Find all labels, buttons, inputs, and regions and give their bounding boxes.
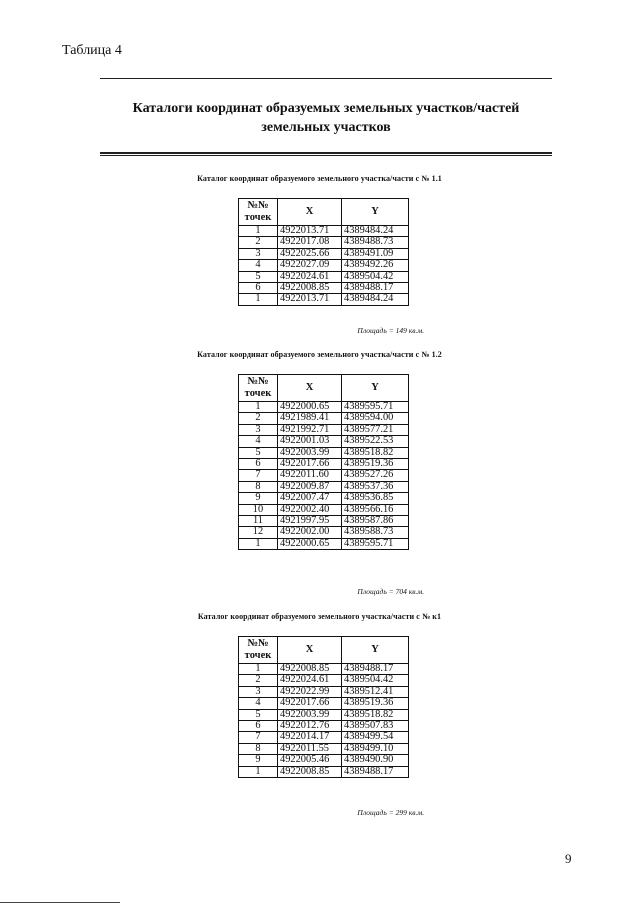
table-row: [239, 226, 409, 237]
y-coordinate: 4389484.24: [342, 226, 409, 237]
x-coordinate: 4922017.08: [278, 237, 342, 248]
table-row: [239, 237, 409, 248]
y-coordinate: 4389518.82: [342, 709, 409, 720]
y-coordinate: 4389512.41: [342, 686, 409, 697]
x-coordinate: 4922003.99: [278, 709, 342, 720]
y-coordinate: 4389492.26: [342, 260, 409, 271]
point-number: 6: [239, 459, 278, 470]
table-row: [239, 271, 409, 282]
catalog-3-table: [238, 636, 409, 778]
point-number: 12: [239, 527, 278, 538]
y-coordinate: 4389488.73: [342, 237, 409, 248]
y-coordinate: 4389490.90: [342, 755, 409, 766]
x-coordinate: 4922000.65: [278, 538, 342, 549]
point-number: 1: [239, 538, 278, 549]
table-row: [239, 493, 409, 504]
point-number: 6: [239, 283, 278, 294]
x-coordinate: 4922025.66: [278, 248, 342, 259]
table-row: [239, 732, 409, 743]
x-coordinate: 4922011.55: [278, 743, 342, 754]
catalog-1-title: Каталог координат образуемого земельного участка/части с № 1.1: [197, 174, 442, 183]
x-coordinate: 4922002.40: [278, 504, 342, 515]
x-coordinate: 4922012.76: [278, 721, 342, 732]
x-coordinate: 4922017.66: [278, 459, 342, 470]
table-row: [239, 686, 409, 697]
table-row: [239, 755, 409, 766]
y-coordinate: 4389488.17: [342, 664, 409, 675]
column-header-x: X: [278, 637, 342, 664]
column-header-x: X: [278, 375, 342, 402]
y-coordinate: 4389504.42: [342, 271, 409, 282]
table-row: [239, 402, 409, 413]
table-row: [239, 260, 409, 271]
y-coordinate: 4389566.16: [342, 504, 409, 515]
table-header-row: [239, 637, 409, 664]
x-coordinate: 4922000.65: [278, 402, 342, 413]
y-coordinate: 4389499.54: [342, 732, 409, 743]
table-row: [239, 538, 409, 549]
table-row: [239, 766, 409, 777]
top-rule: [100, 78, 552, 79]
table-row: [239, 698, 409, 709]
x-coordinate: 4922002.00: [278, 527, 342, 538]
point-number: 10: [239, 504, 278, 515]
catalog-3-title: Каталог координат образуемого земельного участка/части с № к1: [197, 612, 442, 621]
catalog-1-table: [238, 198, 409, 306]
table-row: [239, 283, 409, 294]
table-row: [239, 481, 409, 492]
y-coordinate: 4389577.21: [342, 424, 409, 435]
table-row: [239, 527, 409, 538]
y-coordinate: 4389519.36: [342, 459, 409, 470]
x-coordinate: 4922022.99: [278, 686, 342, 697]
x-coordinate: 4922008.85: [278, 664, 342, 675]
x-coordinate: 4922024.61: [278, 271, 342, 282]
point-number: 1: [239, 402, 278, 413]
catalog-2-title: Каталог координат образуемого земельного участка/части с № 1.2: [197, 350, 442, 359]
y-coordinate: 4389504.42: [342, 675, 409, 686]
column-header-num: №№ точек: [239, 375, 278, 402]
catalog-1-area: Площадь = 149 кв.м.: [357, 326, 424, 335]
point-number: 8: [239, 481, 278, 492]
point-number: 5: [239, 447, 278, 458]
x-coordinate: 4922008.85: [278, 283, 342, 294]
table-row: [239, 675, 409, 686]
table-row: [239, 664, 409, 675]
x-coordinate: 4922008.85: [278, 766, 342, 777]
table-row: [239, 436, 409, 447]
point-number: 3: [239, 686, 278, 697]
main-title: Каталоги координат образуемых земельных участков/частей земельных участков: [132, 101, 520, 135]
point-number: 1: [239, 664, 278, 675]
y-coordinate: 4389527.26: [342, 470, 409, 481]
x-coordinate: 4922009.87: [278, 481, 342, 492]
title-rule-thin: [100, 155, 552, 156]
x-coordinate: 4922027.09: [278, 260, 342, 271]
point-number: 3: [239, 424, 278, 435]
y-coordinate: 4389537.36: [342, 481, 409, 492]
table-row: [239, 459, 409, 470]
y-coordinate: 4389519.36: [342, 698, 409, 709]
x-coordinate: 4922003.99: [278, 447, 342, 458]
y-coordinate: 4389488.17: [342, 283, 409, 294]
point-number: 2: [239, 237, 278, 248]
x-coordinate: 4922013.71: [278, 294, 342, 305]
point-number: 8: [239, 743, 278, 754]
table-row: [239, 470, 409, 481]
x-coordinate: 4922014.17: [278, 732, 342, 743]
footnote-rule: [0, 902, 120, 903]
point-number: 1: [239, 294, 278, 305]
table-row: [239, 709, 409, 720]
point-number: 7: [239, 470, 278, 481]
point-number: 5: [239, 709, 278, 720]
y-coordinate: 4389594.00: [342, 413, 409, 424]
y-coordinate: 4389587.86: [342, 516, 409, 527]
point-number: 3: [239, 248, 278, 259]
x-coordinate: 4921989.41: [278, 413, 342, 424]
point-number: 1: [239, 226, 278, 237]
x-coordinate: 4921992.71: [278, 424, 342, 435]
column-header-y: Y: [342, 375, 409, 402]
y-coordinate: 4389484.24: [342, 294, 409, 305]
x-coordinate: 4922007.47: [278, 493, 342, 504]
y-coordinate: 4389595.71: [342, 402, 409, 413]
column-header-num: №№ точек: [239, 637, 278, 664]
point-number: 4: [239, 436, 278, 447]
table-label: Таблица 4: [62, 43, 122, 58]
y-coordinate: 4389499.10: [342, 743, 409, 754]
column-header-y: Y: [342, 637, 409, 664]
point-number: 2: [239, 413, 278, 424]
column-header-x: X: [278, 199, 342, 226]
table-row: [239, 516, 409, 527]
x-coordinate: 4922011.60: [278, 470, 342, 481]
y-coordinate: 4389507.83: [342, 721, 409, 732]
table-row: [239, 504, 409, 515]
point-number: 5: [239, 271, 278, 282]
y-coordinate: 4389518.82: [342, 447, 409, 458]
table-row: [239, 413, 409, 424]
point-number: 4: [239, 698, 278, 709]
y-coordinate: 4389595.71: [342, 538, 409, 549]
y-coordinate: 4389491.09: [342, 248, 409, 259]
catalog-2-area: Площадь = 704 кв.м.: [357, 587, 424, 596]
point-number: 11: [239, 516, 278, 527]
column-header-num: №№ точек: [239, 199, 278, 226]
table-header-row: [239, 375, 409, 402]
point-number: 4: [239, 260, 278, 271]
table-row: [239, 294, 409, 305]
table-row: [239, 743, 409, 754]
x-coordinate: 4922024.61: [278, 675, 342, 686]
catalog-2-table: [238, 374, 409, 550]
y-coordinate: 4389522.53: [342, 436, 409, 447]
point-number: 2: [239, 675, 278, 686]
y-coordinate: 4389488.17: [342, 766, 409, 777]
point-number: 7: [239, 732, 278, 743]
x-coordinate: 4922013.71: [278, 226, 342, 237]
x-coordinate: 4922005.46: [278, 755, 342, 766]
y-coordinate: 4389536.85: [342, 493, 409, 504]
catalog-3-area: Площадь = 299 кв.м.: [357, 808, 424, 817]
table-header-row: [239, 199, 409, 226]
point-number: 9: [239, 755, 278, 766]
table-row: [239, 424, 409, 435]
table-row: [239, 248, 409, 259]
x-coordinate: 4921997.95: [278, 516, 342, 527]
title-rule-thick: [100, 152, 552, 154]
y-coordinate: 4389588.73: [342, 527, 409, 538]
table-row: [239, 721, 409, 732]
table-row: [239, 447, 409, 458]
point-number: 6: [239, 721, 278, 732]
point-number: 1: [239, 766, 278, 777]
x-coordinate: 4922017.66: [278, 698, 342, 709]
page-number: 9: [565, 851, 572, 866]
point-number: 9: [239, 493, 278, 504]
column-header-y: Y: [342, 199, 409, 226]
x-coordinate: 4922001.03: [278, 436, 342, 447]
